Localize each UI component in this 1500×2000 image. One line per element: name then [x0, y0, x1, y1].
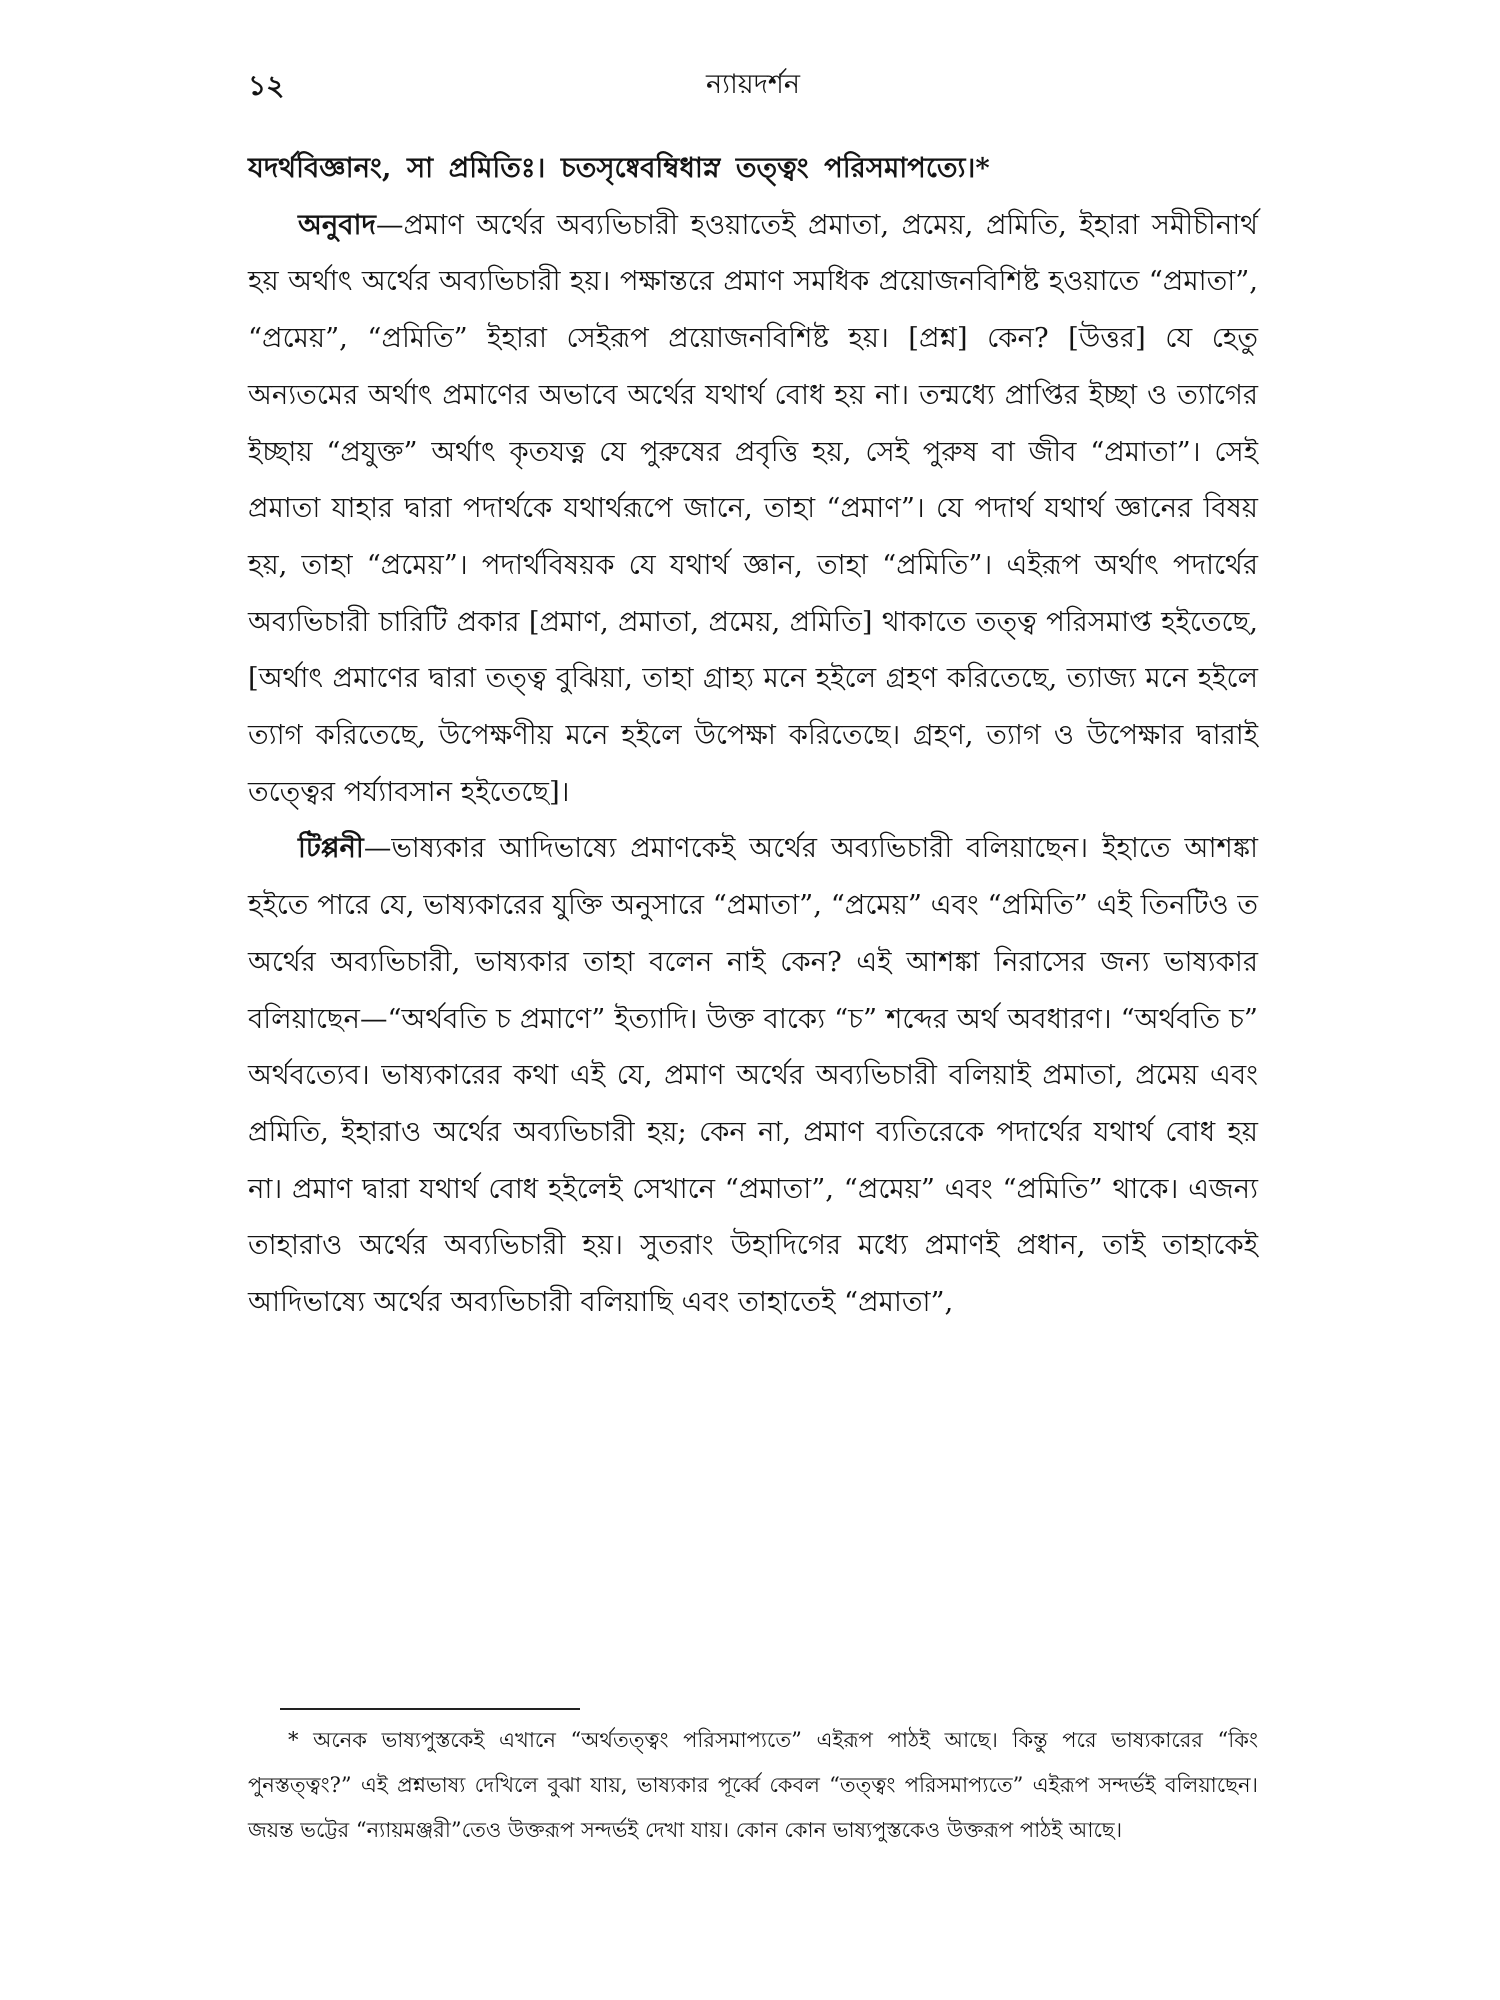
footnote — [248, 1718, 1258, 1853]
translation-paragraph — [248, 197, 1258, 821]
page-number: ১২ — [248, 69, 285, 102]
sutra-text: যদর্থবিজ্ঞানং, সা প্রমিতিঃ। চতসৃষ্বেবম্বিধাস্ন তত্ত্বং পরিসমাপত্যে।* — [248, 152, 990, 184]
page-header — [248, 64, 1258, 104]
main-text — [248, 140, 1258, 1331]
footnote-text: * অনেক ভাষ্যপুস্তকেই এখানে “অর্থতত্ত্বং পরিসমাপ্যতে” এইরূপ পাঠই আছে। কিন্তু পরে ভাষ্যকারের “কিং পুনস্তত্ত্বং?” এই প্রশ্নভাষ্য দেখিলে বুঝা যায়, ভাষ্যকার পূর্ব্বে কেবল “তত্ত্বং পরিসমাপ্যতে” এইরূপ সন্দর্ভই বলিয়াছেন। জয়ন্ত ভট্টের “ন্যায়মঞ্জরী”তেও উক্তরূপ সন্দর্ভই দেখা যায়। কোন কোন ভাষ্যপুস্তকেও উক্তরূপ পাঠই আছে। — [248, 1728, 1258, 1842]
footnote-divider — [280, 1708, 580, 1710]
commentary-label: টিপ্পনী — [298, 832, 364, 865]
commentary-paragraph — [248, 820, 1258, 1330]
translation-text: —প্রমাণ অর্থের অব্যভিচারী হওয়াতেই প্রমাতা, প্রমেয়, প্রমিতি, ইহারা সমীচীনার্থ হয় অর্থাৎ অর্থের অব্যভিচারী হয়। পক্ষান্তরে প্রমাণ সমধিক প্রয়োজনবিশিষ্ট হওয়াতে “প্রমাতা”, “প্রমেয়”, “প্রমিতি” ইহারা সেইরূপ প্রয়োজনবিশিষ্ট হয়। [প্রশ্ন] কেন? [উত্তর] যে হেতু অন্যতমের অর্থাৎ প্রমাণের অভাবে অর্থের যথার্থ বোধ হয় না। তন্মধ্যে প্রাপ্তির ইচ্ছা ও ত্যাগের ইচ্ছায় “প্রযুক্ত” অর্থাৎ কৃতযত্ন যে পুরুষের প্রবৃত্তি হয়, সেই পুরুষ বা জীব “প্রমাতা”। সেই প্রমাতা যাহার দ্বারা পদার্থকে যথার্থরূপে জানে, তাহা “প্রমাণ”। যে পদার্থ যথার্থ জ্ঞানের বিষয় হয়, তাহা “প্রমেয়”। পদার্থবিষয়ক যে যথার্থ জ্ঞান, তাহা “প্রমিতি”। এইরূপ অর্থাৎ পদার্থের অব্যভিচারী চারিটি প্রকার [প্রমাণ, প্রমাতা, প্রমেয়, প্রমিতি] থাকাতে তত্ত্ব পরিসমাপ্ত হইতেছে, [অর্থাৎ প্রমাণের দ্বারা তত্ত্ব বুঝিয়া, তাহা গ্রাহ্য মনে হইলে গ্রহণ করিতেছে, ত্যাজ্য মনে হইলে ত্যাগ করিতেছে, উপেক্ষণীয় মনে হইলে উপেক্ষা করিতেছে। গ্রহণ, ত্যাগ ও উপেক্ষার দ্বারাই তত্ত্বের পর্য্যাবসান হইতেছে]। — [248, 208, 1258, 808]
running-title: ন্যায়দর্শন — [706, 69, 800, 100]
commentary-text: —ভাষ্যকার আদিভাষ্যে প্রমাণকেই অর্থের অব্যভিচারী বলিয়াছেন। ইহাতে আশঙ্কা হইতে পারে যে, ভাষ্যকারের যুক্তি অনুসারে “প্রমাতা”, “প্রমেয়” এবং “প্রমিতি” এই তিনটিও ত অর্থের অব্যভিচারী, ভাষ্যকার তাহা বলেন নাই কেন? এই আশঙ্কা নিরাসের জন্য ভাষ্যকার বলিয়াছেন—“অর্থবতি চ প্রমাণে” ইত্যাদি। উক্ত বাক্যে “চ” শব্দের অর্থ অবধারণ। “অর্থবতি চ” অর্থবত্যেব। ভাষ্যকারের কথা এই যে, প্রমাণ অর্থের অব্যভিচারী বলিয়াই প্রমাতা, প্রমেয় এবং প্রমিতি, ইহারাও অর্থের অব্যভিচারী হয়; কেন না, প্রমাণ ব্যতিরেকে পদার্থের যথার্থ বোধ হয় না। প্রমাণ দ্বারা যথার্থ বোধ হইলেই সেখানে “প্রমাতা”, “প্রমেয়” এবং “প্রমিতি” থাকে। এজন্য তাহারাও অর্থের অব্যভিচারী হয়। সুতরাং উহাদিগের মধ্যে প্রমাণই প্রধান, তাই তাহাকেই আদিভাষ্যে অর্থের অব্যভিচারী বলিয়াছি এবং তাহাতেই “প্রমাতা”, — [248, 832, 1258, 1319]
translation-label: অনুবাদ — [298, 208, 376, 241]
